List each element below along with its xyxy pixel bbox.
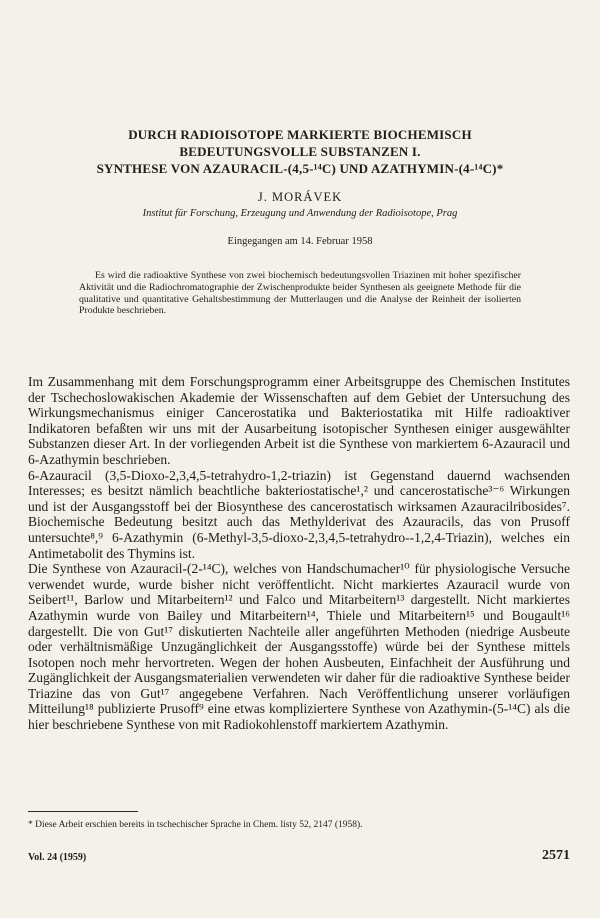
body-paragraph-3: Die Synthese von Azauracil-(2-¹⁴C), welches von Handschumacher¹⁰ für physiologische Versuche verwendet wurde, wurde bisher nicht veröffentlicht. Nicht markiertes Azauracil wurde von Seibert¹¹, Barlow und Mitarbeitern¹² und Falco und Mitarbeitern¹³ dargestellt. Nicht markiertes Azathymin wurde von Bailey und Mitarbeitern¹⁴, Thiele und Mitarbeitern¹⁵ und Bougault¹⁶ dargestellt. Die von Gut¹⁷ diskutierten Nachteile aller angeführten Methoden (niedrige Ausbeute oder verhältnismäßige Unzugänglichkeit der Ausgangsstoffe) würde bei der Synthese mittels Isotopen noch mehr hervortreten. Wegen der hohen Ausbeuten, Einfachheit der Ausführung und Zugänglichkeit der Ausgangsmaterialien verwendeten wir daher für die radioaktive Synthese beider Triazine das von Gut¹⁷ angegebene Verfahren. Nach Veröffentlichung unserer vorläufigen Mitteilung¹⁸ publizierte Prusoff⁹ eine etwas kompliziertere Synthese von Azathymin-(5-¹⁴C) als die hier beschriebene Synthese von mit Radiokohlenstoff markiertem Azathymin. <box>28 561 570 733</box>
author-institution: Institut für Forschung, Erzeugung und Anwendung der Radioisotope, Prag <box>142 208 458 219</box>
title-line-3: SYNTHESE VON AZAURACIL-(4,5-¹⁴C) UND AZATHYMIN-(4-¹⁴C)* <box>96 161 504 176</box>
abstract-text: Es wird die radioaktive Synthese von zwei biochemisch bedeutungsvollen Triazinen mit hoher spezifischer Aktivität und die Radiochromatographie der Zwischenprodukte beider Synthesen als geeignete Methode für die qualitative und quantitative Gehaltsbestimmung der Mutterlaugen und die Analyse der Reinheit der isolierten Produkte beschrieben. <box>79 270 521 317</box>
footnote-divider <box>28 811 138 812</box>
footnote: * Diese Arbeit erschien bereits in tschechischer Sprache in Chem. listy 52, 2147 (1958). <box>28 820 363 830</box>
received-date: Eingegangen am 14. Februar 1958 <box>227 236 373 247</box>
page-number: 2571 <box>542 848 570 863</box>
body-paragraph-1: Im Zusammenhang mit dem Forschungsprogramm einer Arbeitsgruppe des Chemischen Institutes der Tschechoslowakischen Akademie der Wissenschaften auf dem Gebiet der Untersuchung des Wirkungsmechanismus einiger Cancerostatika und Bakteriostatika mit Hilfe radioaktiver Indikatoren befaßten wir uns mit der Ausarbeitung isotopischer Synthesen einiger ausgewählter Substanzen dieser Art. In der vorliegenden Arbeit ist die Synthese von markiertem 6-Azauracil und 6-Azathymin beschrieben. <box>28 374 570 467</box>
body-paragraph-2: 6-Azauracil (3,5-Dioxo-2,3,4,5-tetrahydro-1,2-triazin) ist Gegenstand dauernd wachsenden Interesses; es besitzt nämlich beachtliche bakteriostatische¹,² und cancerostatische³⁻⁶ Wirkungen und ist der Ausgangsstoff bei der Biosynthese des cancerostatisch wirksamen Azauracilribosides⁷. Biochemische Bedeutung besitzt auch das Methylderivat des Azauracils, das von Prusoff untersuchte⁸,⁹ 6-Azathymin (6-Methyl-3,5-dioxo-2,3,4,5-tetrahydro--1,2,4-Triazin), welches ein Antimetabolit des Thymins ist. <box>28 467 570 561</box>
author-name: J. MORÁVEK <box>257 190 343 204</box>
article-title <box>40 126 560 177</box>
abstract <box>79 270 521 317</box>
volume-info: Vol. 24 (1959) <box>28 852 87 863</box>
title-line-1: DURCH RADIOISOTOPE MARKIERTE BIOCHEMISCH <box>128 127 472 142</box>
title-line-2: BEDEUTUNGSVOLLE SUBSTANZEN I. <box>179 144 421 159</box>
article-body <box>28 374 570 733</box>
